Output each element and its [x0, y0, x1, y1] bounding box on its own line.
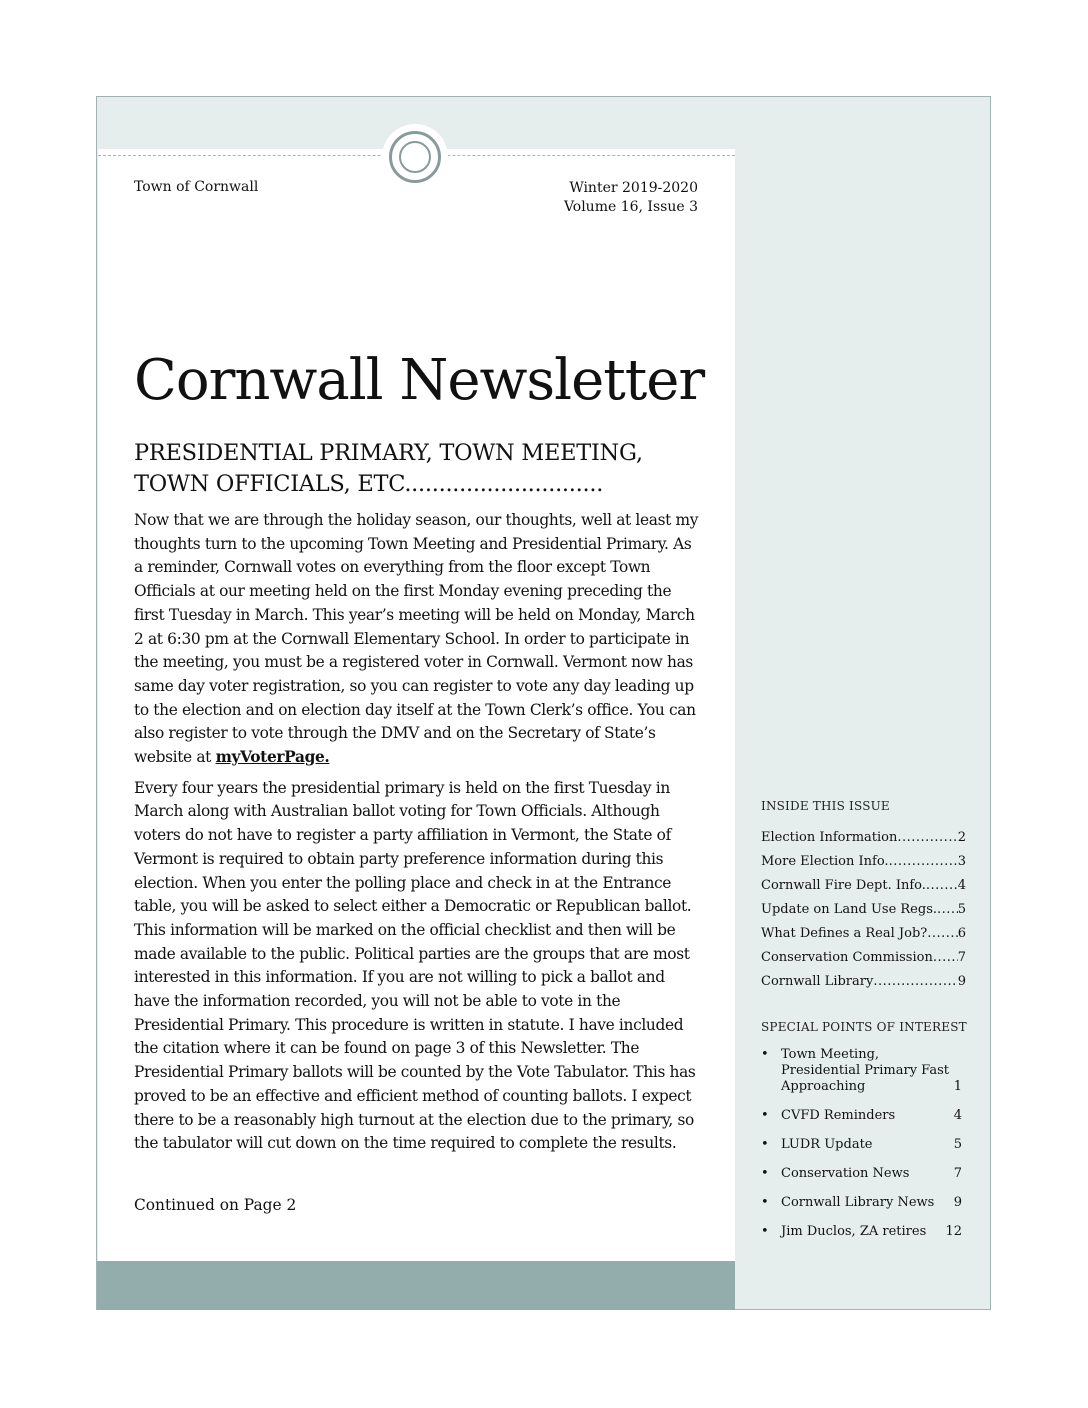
circle-ornament-icon: [382, 124, 448, 190]
list-item: • CVFD Reminders 4: [761, 1108, 966, 1124]
continued-note: Continued on Page 2: [134, 1196, 297, 1214]
toc-item[interactable]: Update on Land Use Regs. ..... 5: [761, 898, 966, 922]
paragraph-1-text: Now that we are through the holiday season, our thoughts, well at least my thoughts turn to the upcoming Town Meeting and Presidential Primary. As a reminder, Cornwall votes on everything from the floor except Town Officials at our meeting held on the first Monday evening preceding the first Tuesday in March. This year’s meeting will be held on Monday, March 2 at 6:30 pm at the Cornwall Elementary School. In order to participate in the meeting, you must be a registered voter in Cornwall. Vermont now has same day voter registration, so you can register to vote any day leading up to the election and on election day itself at the Town Clerk’s office. You can also register to vote through the DMV and on the Secretary of State’s website at: [134, 511, 699, 767]
table-of-contents: [761, 826, 966, 994]
inside-issue-heading: INSIDE THIS ISSUE: [761, 799, 890, 813]
list-item: • Town Meeting, Presidential Primary Fast Approaching 1: [761, 1047, 966, 1095]
list-item: • Conservation News 7: [761, 1166, 966, 1182]
newsletter-title: Cornwall Newsletter: [134, 348, 705, 413]
article-headline: PRESIDENTIAL PRIMARY, TOWN MEETING, TOWN OFFICIALS, ETC.............................: [134, 440, 643, 497]
issue-season: Winter 2019-2020: [569, 180, 698, 196]
special-points-list: [761, 1047, 966, 1253]
issue-volume: Volume 16, Issue 3: [563, 199, 698, 215]
list-item: • LUDR Update 5: [761, 1137, 966, 1153]
my-voter-page-link[interactable]: myVoterPage.: [215, 748, 330, 767]
toc-item[interactable]: What Defines a Real Job? ..... 6: [761, 922, 966, 946]
issue-info: [540, 179, 698, 217]
list-item: • Jim Duclos, ZA retires 12: [761, 1224, 966, 1240]
article-body: [134, 509, 700, 1163]
article-paragraph-1: [134, 509, 700, 770]
town-name: Town of Cornwall: [134, 179, 259, 195]
list-item: • Cornwall Library News 9: [761, 1195, 966, 1211]
toc-item[interactable]: Cornwall Library ..... 9: [761, 970, 966, 994]
article-paragraph-2: Every four years the presidential primary is held on the first Tuesday in March along with Australian ballot voting for Town Officials. Although voters do not have to register a party affiliation in Vermont, the State of Vermont is required to obtain party preference information during this election. When you enter the polling place and check in at the Entrance table, you will be asked to select either a Democratic or Republican ballot. This information will be marked on the official checklist and then will be made available to the public. Political parties are the groups that are most interested in this information. If you are not willing to pick a ballot and have the information recorded, you will not be able to vote in the Presidential Primary. This procedure is written in statute. I have included the citation where it can be found on page 3 of this Newsletter. The Presidential Primary ballots will be counted by the Vote Tabulator. This has proved to be an effective and efficient method of counting ballots. I expect there to be a reasonably high turnout at the election due to the primary, so the tabulator will cut down on the time required to complete the results.: [134, 778, 696, 1153]
footer-band: [97, 1261, 735, 1310]
special-points-heading: SPECIAL POINTS OF INTEREST: [761, 1020, 967, 1034]
toc-item[interactable]: More Election Info. ..... 3: [761, 850, 966, 874]
toc-item[interactable]: Election Information ..... 2: [761, 826, 966, 850]
toc-item[interactable]: Conservation Commission ..... 7: [761, 946, 966, 970]
toc-item[interactable]: Cornwall Fire Dept. Info. ..... 4: [761, 874, 966, 898]
